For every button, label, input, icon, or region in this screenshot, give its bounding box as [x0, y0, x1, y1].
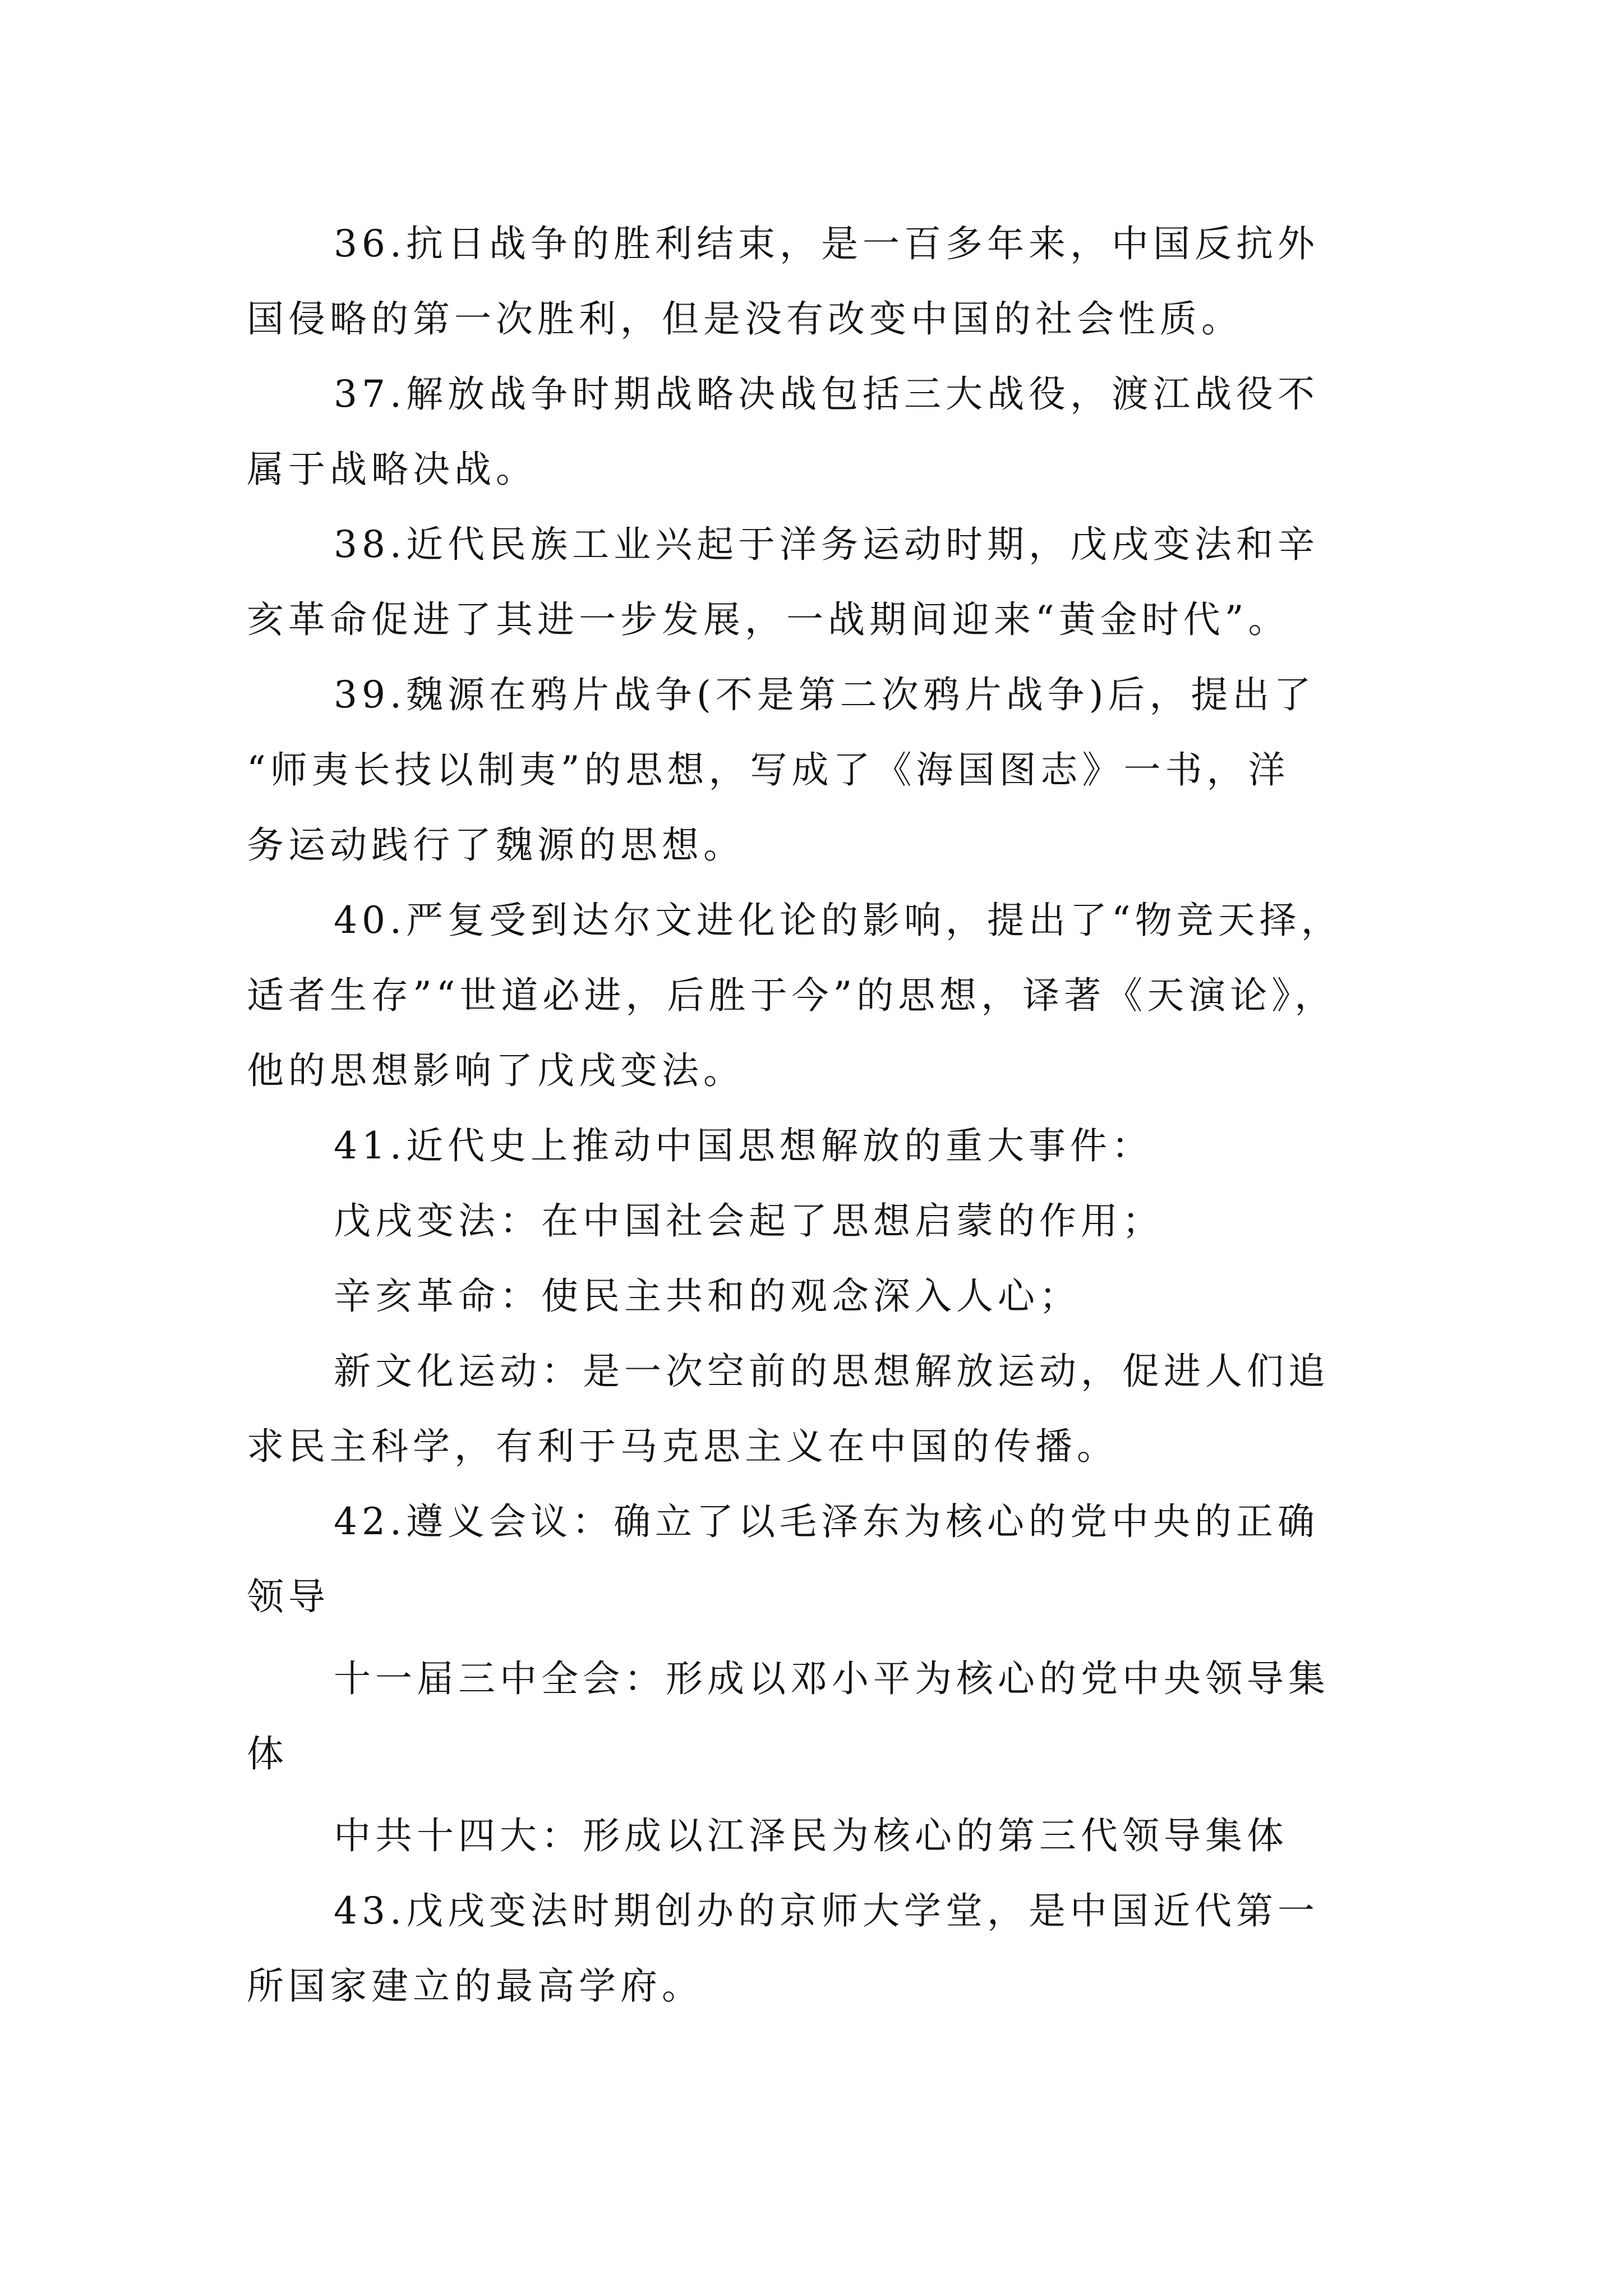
- text-line: 国侵略的第一次胜利，但是没有改变中国的社会性质。: [247, 297, 1243, 341]
- text-line: 40.严复受到达尔文进化论的影响，提出了“物竞天择，: [334, 899, 1343, 942]
- text-line: “师夷长技以制夷”的思想，写成了《海国图志》一书，洋: [247, 748, 1290, 792]
- text-line: 他的思想影响了戊戌变法。: [247, 1049, 745, 1092]
- text-line: 新文化运动：是一次空前的思想解放运动，促进人们追: [334, 1350, 1330, 1393]
- text-line: 所国家建立的最高学府。: [247, 1964, 703, 2008]
- text-line: 亥革命促进了其进一步发展，一战期间迎来“黄金时代”。: [247, 598, 1290, 641]
- text-line: 42.遵义会议：确立了以毛泽东为核心的党中央的正确: [334, 1500, 1319, 1543]
- text-line: 43.戊戌变法时期创办的京师大学堂，是中国近代第一: [334, 1889, 1319, 1932]
- text-line: 辛亥革命：使民主共和的观念深入人心；: [334, 1274, 1081, 1318]
- text-line: 中共十四大：形成以江泽民为核心的第三代领导集体: [334, 1814, 1288, 1857]
- text-line: 体: [247, 1732, 288, 1775]
- text-line: 属于战略决战。: [247, 448, 537, 491]
- text-line: 37.解放战争时期战略决战包括三大战役，渡江战役不: [334, 372, 1319, 416]
- text-line: 戊戌变法：在中国社会起了思想启蒙的作用；: [334, 1199, 1164, 1243]
- text-line: 适者生存”“世道必进，后胜于今”的思想，译著《天演论》，: [247, 974, 1336, 1017]
- text-line: 36.抗日战争的胜利结束，是一百多年来，中国反抗外: [334, 222, 1319, 265]
- text-line: 务运动践行了魏源的思想。: [247, 823, 745, 867]
- text-line: 十一届三中全会：形成以邓小平为核心的党中央领导集: [334, 1657, 1330, 1700]
- text-line: 41.近代史上推动中国思想解放的重大事件：: [334, 1124, 1153, 1167]
- text-line: 领导: [247, 1575, 330, 1618]
- text-line: 求民主科学，有利于马克思主义在中国的传播。: [247, 1425, 1118, 1468]
- text-line: 39.魏源在鸦片战争(不是第二次鸦片战争)后，提出了: [334, 673, 1316, 716]
- text-line: 38.近代民族工业兴起于洋务运动时期，戊戌变法和辛: [334, 523, 1319, 566]
